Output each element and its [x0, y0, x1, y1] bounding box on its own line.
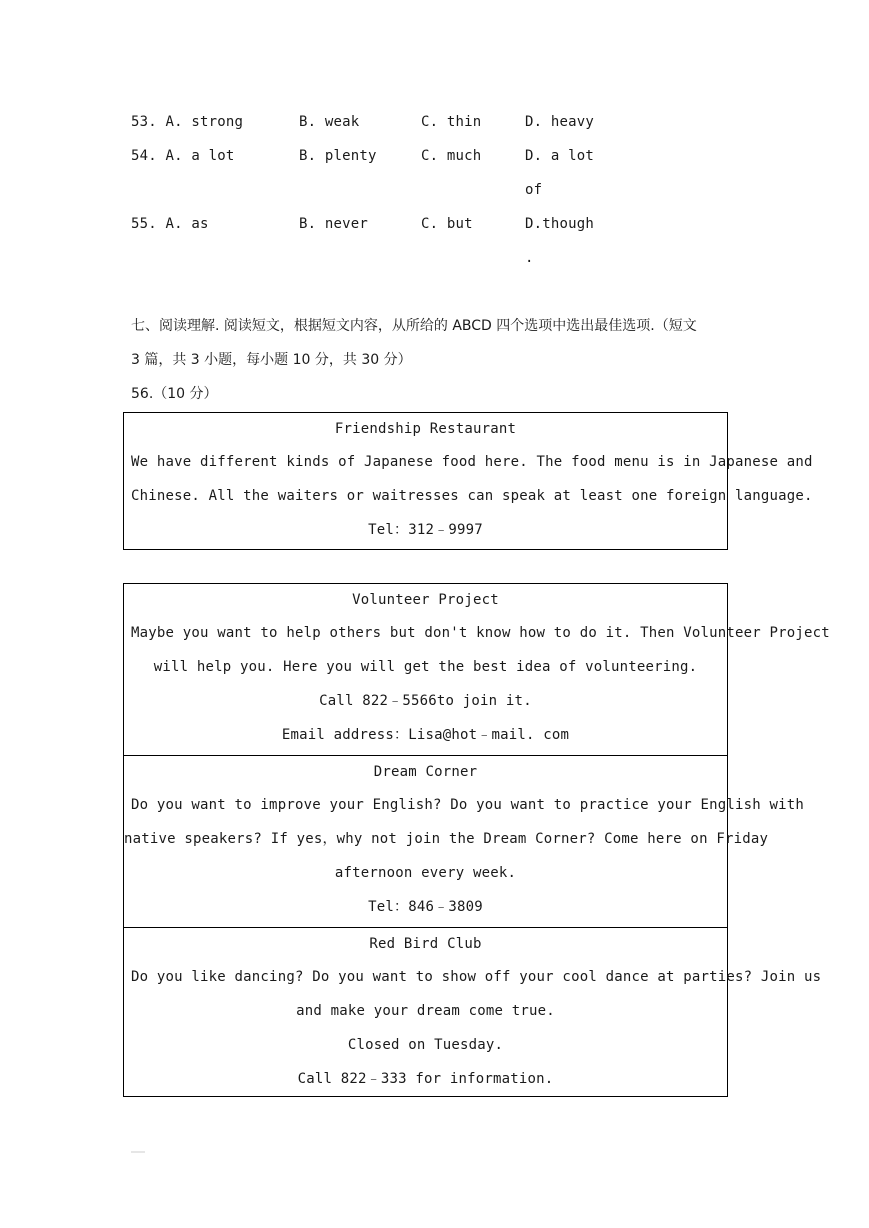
ad-text-line: Do you want to improve your English? Do you want to practice your English with [131, 797, 805, 813]
option-55-c: C. but [421, 216, 473, 232]
option-55-b: B. never [299, 216, 369, 232]
option-54-a: 54. A. a lot [131, 148, 235, 164]
option-55-d: D.though [525, 216, 595, 232]
ad-text-line: afternoon every week. [334, 865, 517, 881]
option-53-d: D. heavy [525, 114, 595, 130]
ad-phone: Tel：846﹣3809 [368, 899, 483, 915]
ad-phone: Call 822﹣5566to join it. [319, 693, 532, 709]
ad-cell-volunteer-project [124, 584, 830, 756]
ad-text-line: and make your dream come true. [296, 1003, 555, 1019]
ad-title: Friendship Restaurant [334, 421, 517, 437]
option-53-a: 53. A. strong [131, 114, 244, 130]
ad-title: Volunteer Project [352, 592, 499, 608]
section-heading-line2: 3 篇，共 3 小题，每小题 10 分，共 30 分） [131, 352, 412, 368]
ad-text-line: will help you. Here you will get the best idea of volunteering. [153, 659, 698, 675]
ad-box-friendship-restaurant [123, 412, 813, 550]
option-53-c: C. thin [421, 114, 482, 130]
ad-email: Email address：Lisa@hot﹣mail. com [281, 727, 570, 743]
faint-mark [131, 1151, 145, 1153]
ad-phone: Tel：312﹣9997 [368, 522, 483, 538]
ad-text-line: Maybe you want to help others but don't know how to do it. Then Volunteer Project [131, 625, 830, 641]
option-55-a: 55. A. as [131, 216, 209, 232]
option-53-b: B. weak [299, 114, 360, 130]
ad-text-line: Do you like dancing? Do you want to show off your cool dance at parties? Join us [131, 969, 822, 985]
ad-table [123, 583, 830, 1097]
ad-text-line: Closed on Tuesday. [347, 1037, 504, 1053]
question-56-label: 56.（10 分） [131, 386, 218, 402]
ad-text-line: Chinese. All the waiters or waitresses can speak at least one foreign language. [131, 488, 813, 504]
ad-text-line: We have different kinds of Japanese food here. The food menu is in Japanese and [131, 454, 813, 470]
ad-title: Red Bird Club [369, 936, 482, 952]
ad-phone: Call 822﹣333 for information. [297, 1071, 554, 1087]
section-heading-line1: 七、阅读理解. 阅读短文，根据短文内容，从所给的 ABCD 四个选项中选出最佳选项.（短文 [131, 318, 697, 334]
option-54-c: C. much [421, 148, 482, 164]
option-54-d: D. a lot [525, 148, 595, 164]
ad-cell-red-bird-club [124, 928, 822, 1098]
ad-title: Dream Corner [373, 764, 478, 780]
ad-cell-dream-corner [124, 756, 805, 928]
option-55-d-continued: . [525, 250, 534, 266]
option-54-d-continued: of [525, 182, 543, 198]
ad-text-line: native speakers? If yes，why not join the Dream Corner? Come here on Friday [124, 831, 769, 847]
option-54-b: B. plenty [299, 148, 377, 164]
